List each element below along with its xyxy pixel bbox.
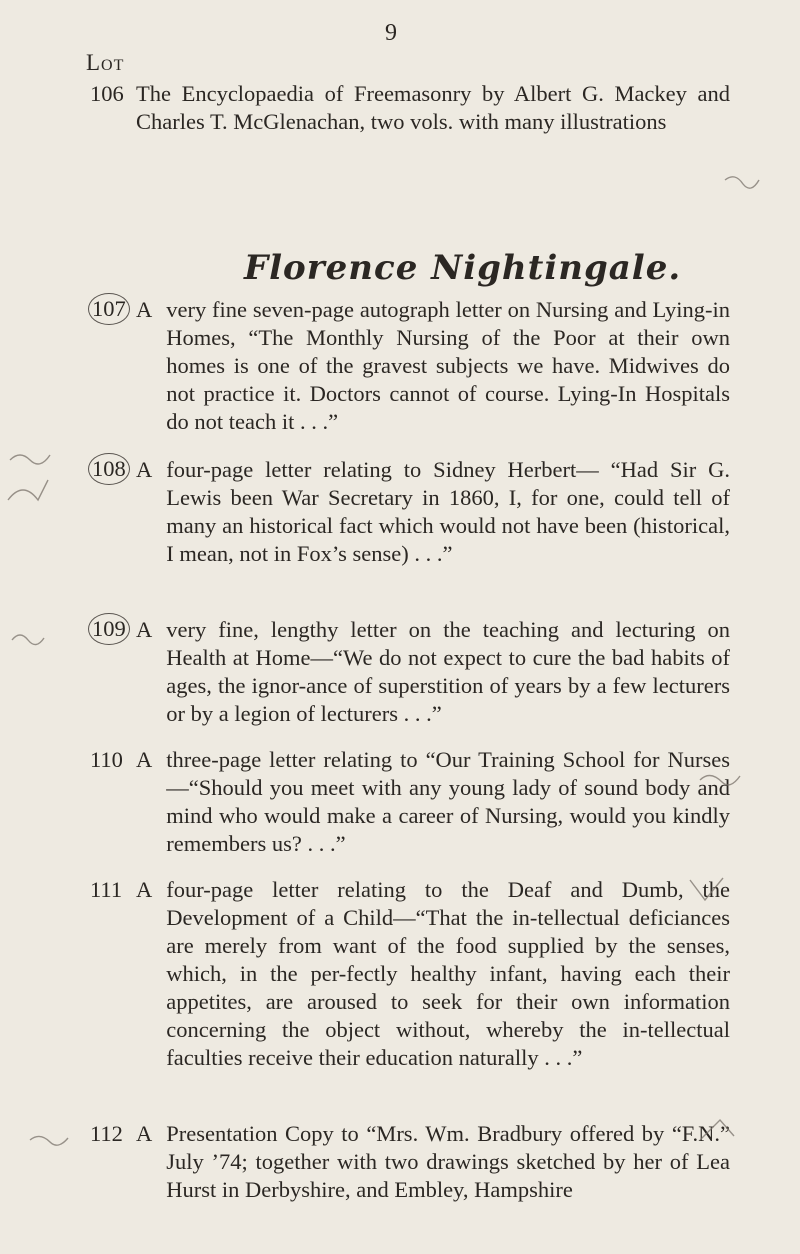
- section-heading: Florence Nightingale.: [244, 248, 682, 288]
- lot-number: 106: [90, 81, 124, 106]
- lot-prefix: A: [136, 457, 153, 482]
- lot-prefix: A: [136, 747, 153, 772]
- lot-prefix: A: [136, 297, 153, 322]
- lot-number: 112: [90, 1121, 123, 1146]
- lot-number: 108: [88, 453, 130, 485]
- lot-number: 111: [90, 877, 123, 902]
- lot-number: 109: [88, 613, 130, 645]
- lot-number: 107: [88, 293, 130, 325]
- lot-description: very fine seven-page autograph letter on Nursing and Lying-in Homes, “The Monthly Nursing of the Poor at their own homes is one of the gravest subjects we have. Midwives do not practice it. Doctors cannot of course. Lying-In Hospitals do not teach it . . .”: [166, 297, 730, 434]
- lot-prefix: A: [136, 877, 153, 902]
- lot-column-heading: Lot: [86, 50, 125, 75]
- lot-number: 110: [90, 747, 123, 772]
- lot-prefix: A: [136, 617, 153, 642]
- lot-description: Presentation Copy to “Mrs. Wm. Bradbury offered by “F.N.” July ’74; together with two drawings sketched by her of Lea Hurst in Derbyshire, and Embley, Hampshire: [166, 1121, 730, 1202]
- lot-description: three-page letter relating to “Our Training School for Nurses—“Should you meet with any young lady of sound body and mind who would make a career of Nursing, would you kindly remembers us? . . .”: [166, 747, 730, 856]
- page-number: 9: [385, 20, 397, 46]
- lot-description: four-page letter relating to Sidney Herbert— “Had Sir G. Lewis been War Secretary in 1860, I, for one, could tell of many an historical fact which would not have been (historical, I mean, not in Fox’s sense) . . .”: [166, 457, 730, 566]
- lot-prefix: A: [136, 1121, 153, 1146]
- lot-description: very fine, lengthy letter on the teaching and lecturing on Health at Home—“We do not expect to cure the bad habits of ages, the ignor-ance of superstition of years by a few lecturers or by a legion of lecturers . . .”: [166, 617, 730, 726]
- lot-description: The Encyclopaedia of Freemasonry by Albert G. Mackey and Charles T. McGlenachan, two vols. with many illustrations: [136, 81, 730, 134]
- lot-description: four-page letter relating to the Deaf and Dumb, the Development of a Child—“That the in-tellectual deficiances are merely from want of the food supplied by the senses, which, in the per-fectly healthy infant, having each their appetites, are aroused to seek for their own information concerning the object without, whereby the in-tellectual faculties receive their education naturally . . .”: [166, 877, 730, 1070]
